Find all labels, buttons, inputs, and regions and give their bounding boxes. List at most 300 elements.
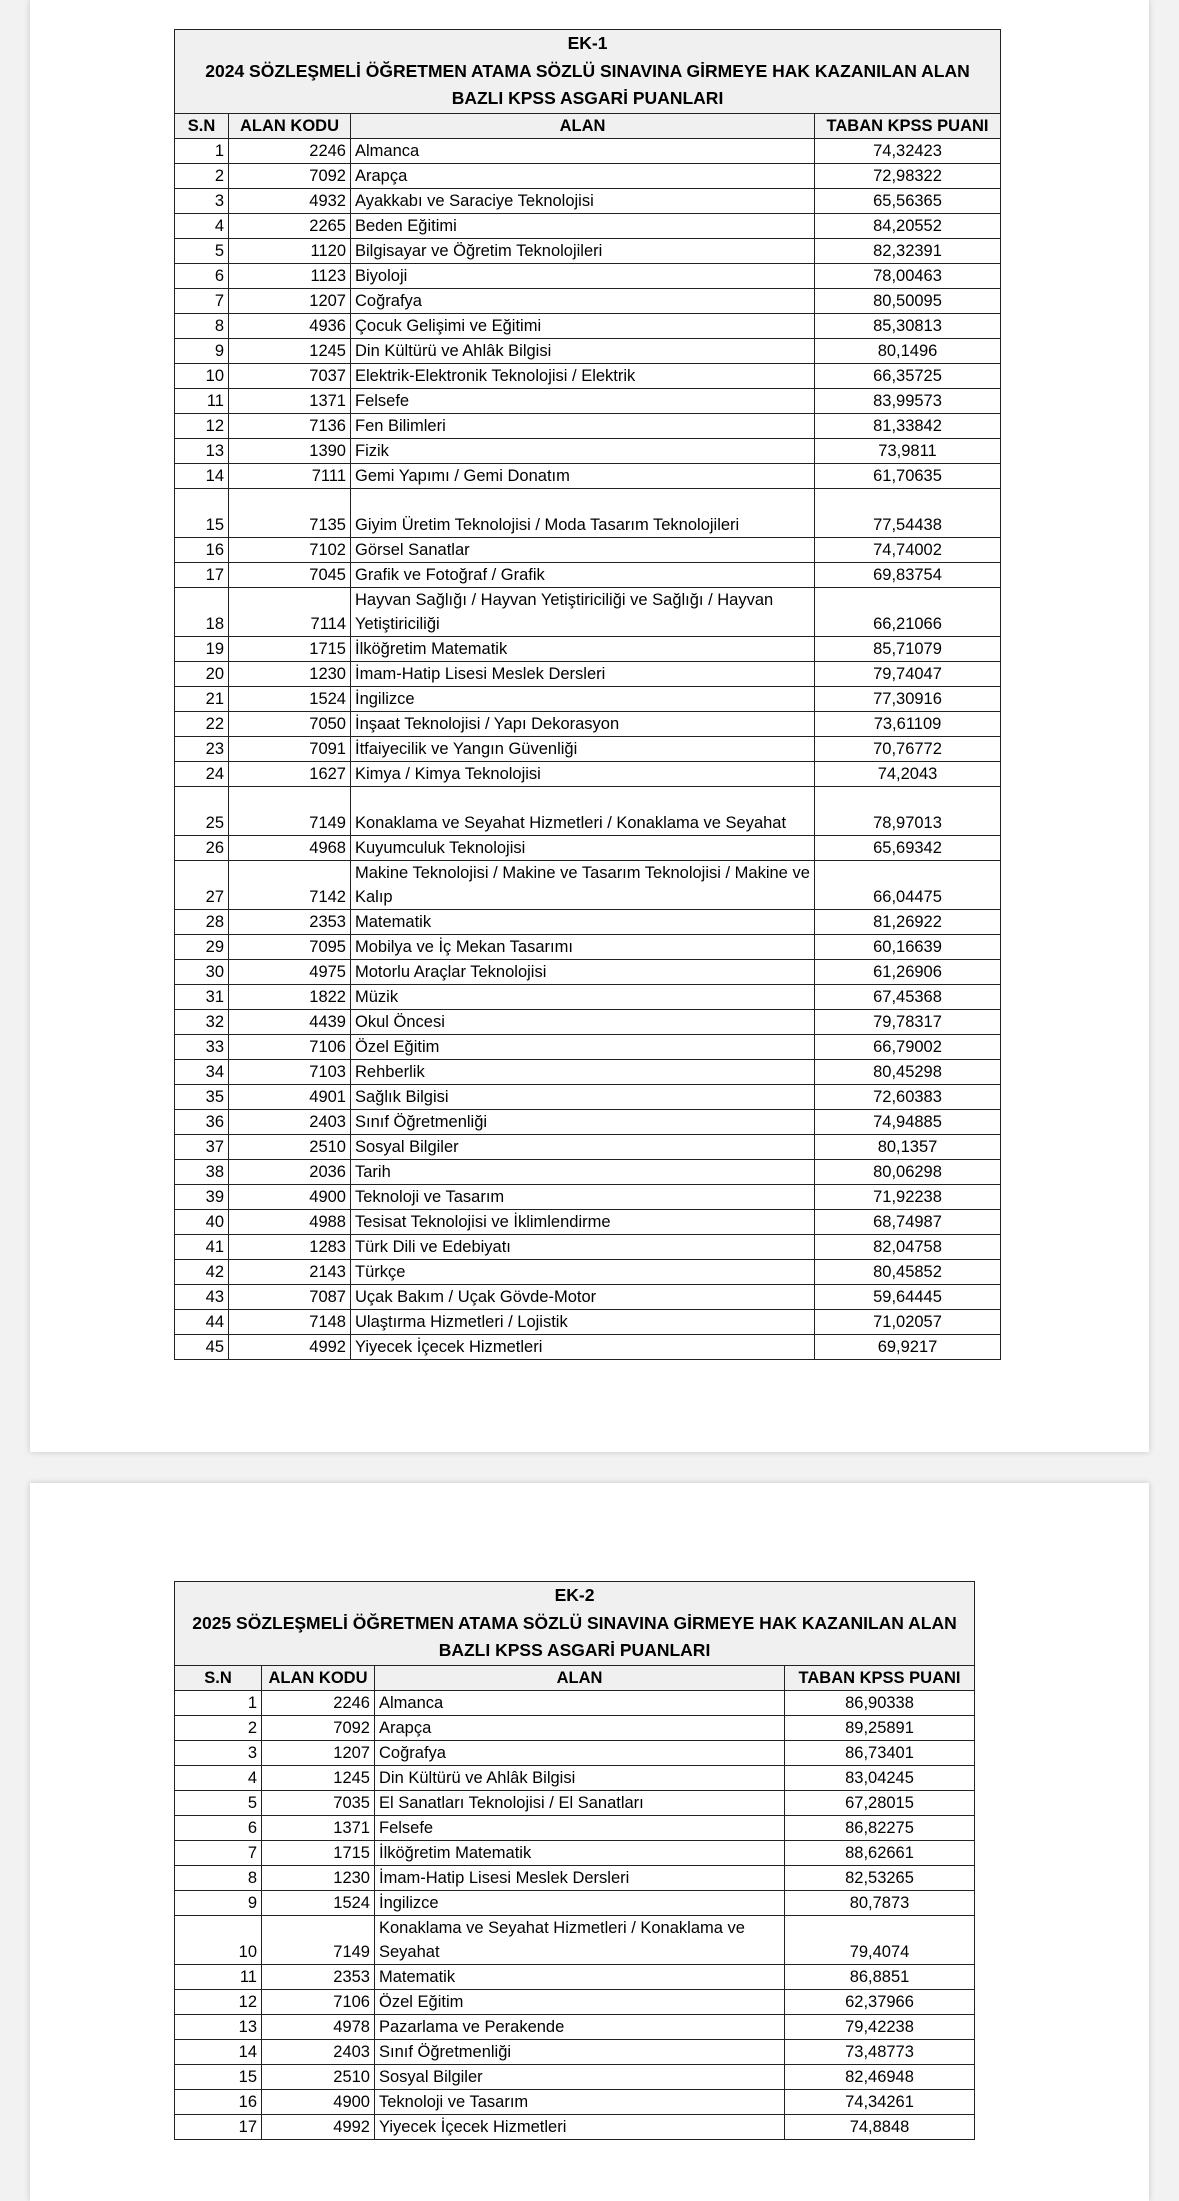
cell-sn: 2 (175, 163, 229, 188)
table-row (175, 438, 1001, 463)
cell-taban-puan: 66,21066 (815, 587, 1001, 636)
cell-sn: 8 (175, 1865, 262, 1890)
cell-sn: 39 (175, 1184, 229, 1209)
cell-sn: 1 (175, 1690, 262, 1715)
table-ek-2 (174, 1581, 975, 2140)
cell-sn: 10 (175, 1915, 262, 1964)
cell-alan-kodu: 1627 (229, 761, 351, 786)
cell-taban-puan: 74,32423 (815, 138, 1001, 163)
cell-sn: 21 (175, 686, 229, 711)
cell-taban-puan: 89,25891 (785, 1715, 975, 1740)
cell-taban-puan: 67,28015 (785, 1790, 975, 1815)
cell-sn: 32 (175, 1009, 229, 1034)
cell-sn: 14 (175, 2039, 262, 2064)
cell-taban-puan: 83,99573 (815, 388, 1001, 413)
cell-alan-kodu: 1230 (229, 661, 351, 686)
cell-taban-puan: 79,42238 (785, 2014, 975, 2039)
cell-alan-kodu: 1245 (262, 1765, 375, 1790)
cell-alan: Tesisat Teknolojisi ve İklimlendirme (351, 1209, 815, 1234)
cell-alan: Türkçe (351, 1259, 815, 1284)
table-row (175, 338, 1001, 363)
cell-alan-kodu: 7091 (229, 736, 351, 761)
cell-alan: Sosyal Bilgiler (375, 2064, 785, 2089)
table-row (175, 736, 1001, 761)
cell-alan-kodu: 7149 (262, 1915, 375, 1964)
table-row (175, 2114, 975, 2139)
cell-alan: Kimya / Kimya Teknolojisi (351, 761, 815, 786)
table-row (175, 1109, 1001, 1134)
cell-alan: El Sanatları Teknolojisi / El Sanatları (375, 1790, 785, 1815)
table-row (175, 1815, 975, 1840)
cell-alan: İmam-Hatip Lisesi Meslek Dersleri (375, 1865, 785, 1890)
table-row (175, 288, 1001, 313)
cell-taban-puan: 82,32391 (815, 238, 1001, 263)
cell-taban-puan: 72,98322 (815, 163, 1001, 188)
table-row (175, 1790, 975, 1815)
cell-sn: 41 (175, 1234, 229, 1259)
table-row (175, 934, 1001, 959)
cell-sn: 28 (175, 909, 229, 934)
cell-alan: Din Kültürü ve Ahlâk Bilgisi (351, 338, 815, 363)
cell-alan: İtfaiyecilik ve Yangın Güvenliği (351, 736, 815, 761)
cell-alan-kodu: 4992 (262, 2114, 375, 2139)
cell-alan-kodu: 7092 (262, 1715, 375, 1740)
cell-sn: 1 (175, 138, 229, 163)
cell-alan-kodu: 4978 (262, 2014, 375, 2039)
cell-sn: 9 (175, 1890, 262, 1915)
cell-sn: 17 (175, 562, 229, 587)
table-row (175, 163, 1001, 188)
cell-alan-kodu: 4932 (229, 188, 351, 213)
cell-alan-kodu: 7149 (229, 786, 351, 835)
cell-taban-puan: 83,04245 (785, 1765, 975, 1790)
cell-sn: 5 (175, 1790, 262, 1815)
cell-taban-puan: 86,8851 (785, 1964, 975, 1989)
cell-sn: 3 (175, 1740, 262, 1765)
cell-taban-puan: 61,70635 (815, 463, 1001, 488)
cell-alan-kodu: 1371 (262, 1815, 375, 1840)
cell-alan-kodu: 1207 (229, 288, 351, 313)
cell-sn: 42 (175, 1259, 229, 1284)
table-row (175, 238, 1001, 263)
table-row (175, 1309, 1001, 1334)
cell-taban-puan: 74,2043 (815, 761, 1001, 786)
cell-taban-puan: 82,46948 (785, 2064, 975, 2089)
table-row (175, 835, 1001, 860)
table-row (175, 138, 1001, 163)
header-taban-kpss-puani: TABAN KPSS PUANI (815, 113, 1001, 138)
table-title-line1: EK-1 (567, 33, 608, 53)
cell-sn: 31 (175, 984, 229, 1009)
cell-alan: Coğrafya (375, 1740, 785, 1765)
table-row (175, 1259, 1001, 1284)
cell-alan-kodu: 7087 (229, 1284, 351, 1309)
cell-alan-kodu: 1123 (229, 263, 351, 288)
cell-alan-kodu: 4936 (229, 313, 351, 338)
cell-alan: İngilizce (375, 1890, 785, 1915)
cell-taban-puan: 74,34261 (785, 2089, 975, 2114)
cell-taban-puan: 85,71079 (815, 636, 1001, 661)
cell-alan-kodu: 7135 (229, 488, 351, 537)
cell-alan-kodu: 7142 (229, 860, 351, 909)
table-row (175, 1840, 975, 1865)
cell-taban-puan: 82,53265 (785, 1865, 975, 1890)
cell-alan-kodu: 7095 (229, 934, 351, 959)
table-row (175, 1964, 975, 1989)
table-row (175, 1715, 975, 1740)
cell-sn: 13 (175, 438, 229, 463)
cell-sn: 15 (175, 2064, 262, 2089)
table-row (175, 2089, 975, 2114)
cell-alan: Teknoloji ve Tasarım (375, 2089, 785, 2114)
cell-alan: İlköğretim Matematik (375, 1840, 785, 1865)
header-sn: S.N (175, 1665, 262, 1690)
cell-alan: Bilgisayar ve Öğretim Teknolojileri (351, 238, 815, 263)
cell-taban-puan: 78,97013 (815, 786, 1001, 835)
cell-alan-kodu: 7106 (262, 1989, 375, 2014)
cell-alan-kodu: 4992 (229, 1334, 351, 1359)
cell-alan-kodu: 1715 (229, 636, 351, 661)
cell-alan-kodu: 1390 (229, 438, 351, 463)
cell-alan: Fizik (351, 438, 815, 463)
cell-alan: Sağlık Bilgisi (351, 1084, 815, 1109)
cell-alan: Teknoloji ve Tasarım (351, 1184, 815, 1209)
cell-alan-kodu: 2143 (229, 1259, 351, 1284)
table-row (175, 860, 1001, 909)
table-row (175, 2039, 975, 2064)
cell-taban-puan: 72,60383 (815, 1084, 1001, 1109)
cell-sn: 24 (175, 761, 229, 786)
table-row (175, 1989, 975, 2014)
cell-alan-kodu: 7103 (229, 1059, 351, 1084)
table-row (175, 587, 1001, 636)
cell-taban-puan: 68,74987 (815, 1209, 1001, 1234)
table-row (175, 1009, 1001, 1034)
cell-alan: Matematik (375, 1964, 785, 1989)
cell-sn: 19 (175, 636, 229, 661)
cell-sn: 16 (175, 2089, 262, 2114)
cell-taban-puan: 85,30813 (815, 313, 1001, 338)
cell-taban-puan: 88,62661 (785, 1840, 975, 1865)
table-row (175, 1740, 975, 1765)
table-row (175, 686, 1001, 711)
cell-alan: Kuyumculuk Teknolojisi (351, 835, 815, 860)
cell-alan-kodu: 7102 (229, 537, 351, 562)
cell-alan: Türk Dili ve Edebiyatı (351, 1234, 815, 1259)
cell-alan: İmam-Hatip Lisesi Meslek Dersleri (351, 661, 815, 686)
cell-sn: 25 (175, 786, 229, 835)
cell-alan: Fen Bilimleri (351, 413, 815, 438)
cell-alan: Makine Teknolojisi / Makine ve Tasarım Teknolojisi / Makine ve Kalıp (351, 860, 815, 909)
cell-alan: Almanca (375, 1690, 785, 1715)
cell-alan: Biyoloji (351, 263, 815, 288)
table-body (175, 1690, 975, 2139)
cell-alan: İnşaat Teknolojisi / Yapı Dekorasyon (351, 711, 815, 736)
header-alan: ALAN (375, 1665, 785, 1690)
cell-alan-kodu: 2265 (229, 213, 351, 238)
cell-sn: 29 (175, 934, 229, 959)
cell-alan: Din Kültürü ve Ahlâk Bilgisi (375, 1765, 785, 1790)
cell-alan: Beden Eğitimi (351, 213, 815, 238)
cell-alan: Sosyal Bilgiler (351, 1134, 815, 1159)
cell-taban-puan: 66,79002 (815, 1034, 1001, 1059)
cell-taban-puan: 67,45368 (815, 984, 1001, 1009)
cell-taban-puan: 86,73401 (785, 1740, 975, 1765)
table-title-line2: 2024 SÖZLEŞMELİ ÖĞRETMEN ATAMA SÖZLÜ SINAVINA GİRMEYE HAK KAZANILAN ALAN BAZLI KPSS ASGARİ PUANLARI (205, 60, 970, 108)
table-row (175, 1765, 975, 1790)
cell-sn: 37 (175, 1134, 229, 1159)
table-row (175, 1159, 1001, 1184)
cell-alan-kodu: 1524 (262, 1890, 375, 1915)
cell-sn: 38 (175, 1159, 229, 1184)
cell-sn: 13 (175, 2014, 262, 2039)
table-row (175, 213, 1001, 238)
cell-alan: Özel Eğitim (351, 1034, 815, 1059)
cell-alan: Konaklama ve Seyahat Hizmetleri / Konaklama ve Seyahat (375, 1915, 785, 1964)
table-row (175, 1084, 1001, 1109)
cell-alan: Motorlu Araçlar Teknolojisi (351, 959, 815, 984)
cell-alan-kodu: 7037 (229, 363, 351, 388)
table-row (175, 2064, 975, 2089)
cell-alan-kodu: 1715 (262, 1840, 375, 1865)
cell-alan: Elektrik-Elektronik Teknolojisi / Elektrik (351, 363, 815, 388)
cell-alan: Pazarlama ve Perakende (375, 2014, 785, 2039)
table-row (175, 1890, 975, 1915)
cell-alan-kodu: 2403 (229, 1109, 351, 1134)
cell-taban-puan: 60,16639 (815, 934, 1001, 959)
cell-alan: Gemi Yapımı / Gemi Donatım (351, 463, 815, 488)
cell-alan: Arapça (375, 1715, 785, 1740)
cell-sn: 4 (175, 213, 229, 238)
table-row (175, 537, 1001, 562)
table-title (175, 1582, 975, 1666)
cell-taban-puan: 71,92238 (815, 1184, 1001, 1209)
cell-taban-puan: 77,30916 (815, 686, 1001, 711)
cell-taban-puan: 69,9217 (815, 1334, 1001, 1359)
cell-sn: 17 (175, 2114, 262, 2139)
cell-taban-puan: 73,9811 (815, 438, 1001, 463)
table-row (175, 1209, 1001, 1234)
cell-alan: Almanca (351, 138, 815, 163)
table-title-line1: EK-2 (554, 1585, 595, 1605)
cell-taban-puan: 80,45852 (815, 1259, 1001, 1284)
cell-sn: 33 (175, 1034, 229, 1059)
cell-alan: Hayvan Sağlığı / Hayvan Yetiştiriciliği ve Sağlığı / Hayvan Yetiştiriciliği (351, 587, 815, 636)
cell-sn: 9 (175, 338, 229, 363)
cell-taban-puan: 86,90338 (785, 1690, 975, 1715)
cell-alan-kodu: 2036 (229, 1159, 351, 1184)
cell-sn: 15 (175, 488, 229, 537)
table-body (175, 138, 1001, 1359)
cell-alan-kodu: 2246 (229, 138, 351, 163)
cell-sn: 7 (175, 1840, 262, 1865)
table-row (175, 1865, 975, 1890)
table-row (175, 1915, 975, 1964)
header-taban-kpss-puani: TABAN KPSS PUANI (785, 1665, 975, 1690)
cell-alan: Görsel Sanatlar (351, 537, 815, 562)
cell-sn: 34 (175, 1059, 229, 1084)
cell-taban-puan: 80,50095 (815, 288, 1001, 313)
table-title (175, 30, 1001, 114)
cell-alan-kodu: 1207 (262, 1740, 375, 1765)
cell-taban-puan: 74,94885 (815, 1109, 1001, 1134)
cell-sn: 12 (175, 413, 229, 438)
cell-taban-puan: 86,82275 (785, 1815, 975, 1840)
cell-taban-puan: 73,61109 (815, 711, 1001, 736)
table-row (175, 984, 1001, 1009)
cell-taban-puan: 66,04475 (815, 860, 1001, 909)
table-row (175, 1134, 1001, 1159)
cell-sn: 43 (175, 1284, 229, 1309)
cell-alan-kodu: 2353 (229, 909, 351, 934)
cell-alan-kodu: 2510 (229, 1134, 351, 1159)
cell-sn: 11 (175, 388, 229, 413)
cell-alan-kodu: 2246 (262, 1690, 375, 1715)
table-row (175, 661, 1001, 686)
cell-alan-kodu: 1230 (262, 1865, 375, 1890)
cell-alan: Sınıf Öğretmenliği (375, 2039, 785, 2064)
table-row (175, 313, 1001, 338)
table-row (175, 1034, 1001, 1059)
cell-taban-puan: 62,37966 (785, 1989, 975, 2014)
table-row (175, 463, 1001, 488)
cell-alan-kodu: 7035 (262, 1790, 375, 1815)
cell-sn: 35 (175, 1084, 229, 1109)
cell-alan-kodu: 4900 (229, 1184, 351, 1209)
cell-alan-kodu: 4901 (229, 1084, 351, 1109)
cell-sn: 22 (175, 711, 229, 736)
cell-alan-kodu: 7148 (229, 1309, 351, 1334)
cell-alan: Rehberlik (351, 1059, 815, 1084)
cell-taban-puan: 80,45298 (815, 1059, 1001, 1084)
table-row (175, 1690, 975, 1715)
cell-alan: Yiyecek İçecek Hizmetleri (351, 1334, 815, 1359)
cell-taban-puan: 80,1357 (815, 1134, 1001, 1159)
cell-alan: Okul Öncesi (351, 1009, 815, 1034)
cell-taban-puan: 59,64445 (815, 1284, 1001, 1309)
cell-alan-kodu: 4975 (229, 959, 351, 984)
table-row (175, 1234, 1001, 1259)
table-row (175, 711, 1001, 736)
cell-alan: Tarih (351, 1159, 815, 1184)
cell-taban-puan: 69,83754 (815, 562, 1001, 587)
cell-alan: Felsefe (351, 388, 815, 413)
cell-alan: Grafik ve Fotoğraf / Grafik (351, 562, 815, 587)
cell-alan: İngilizce (351, 686, 815, 711)
cell-sn: 8 (175, 313, 229, 338)
table-ek-1 (174, 29, 1001, 1360)
cell-alan-kodu: 2353 (262, 1964, 375, 1989)
cell-alan-kodu: 4900 (262, 2089, 375, 2114)
table-row (175, 413, 1001, 438)
table-row (175, 263, 1001, 288)
cell-alan-kodu: 1120 (229, 238, 351, 263)
cell-sn: 6 (175, 1815, 262, 1840)
cell-taban-puan: 79,78317 (815, 1009, 1001, 1034)
cell-alan-kodu: 1245 (229, 338, 351, 363)
document-page-2 (30, 1483, 1149, 2201)
cell-taban-puan: 74,8848 (785, 2114, 975, 2139)
cell-sn: 11 (175, 1964, 262, 1989)
cell-alan: İlköğretim Matematik (351, 636, 815, 661)
cell-sn: 36 (175, 1109, 229, 1134)
table-row (175, 488, 1001, 537)
cell-sn: 16 (175, 537, 229, 562)
cell-sn: 5 (175, 238, 229, 263)
cell-sn: 20 (175, 661, 229, 686)
cell-sn: 44 (175, 1309, 229, 1334)
table-row (175, 1059, 1001, 1084)
cell-alan: Matematik (351, 909, 815, 934)
cell-alan-kodu: 1371 (229, 388, 351, 413)
cell-alan: Giyim Üretim Teknolojisi / Moda Tasarım Teknolojileri (351, 488, 815, 537)
cell-sn: 2 (175, 1715, 262, 1740)
cell-alan: Müzik (351, 984, 815, 1009)
cell-taban-puan: 66,35725 (815, 363, 1001, 388)
table-row (175, 562, 1001, 587)
cell-taban-puan: 77,54438 (815, 488, 1001, 537)
cell-alan-kodu: 1283 (229, 1234, 351, 1259)
cell-alan: Ayakkabı ve Saraciye Teknolojisi (351, 188, 815, 213)
table-row (175, 761, 1001, 786)
table-row (175, 1334, 1001, 1359)
cell-sn: 12 (175, 1989, 262, 2014)
cell-alan-kodu: 7092 (229, 163, 351, 188)
cell-alan: Mobilya ve İç Mekan Tasarımı (351, 934, 815, 959)
cell-sn: 7 (175, 288, 229, 313)
cell-taban-puan: 70,76772 (815, 736, 1001, 761)
cell-taban-puan: 71,02057 (815, 1309, 1001, 1334)
cell-taban-puan: 80,06298 (815, 1159, 1001, 1184)
header-sn: S.N (175, 113, 229, 138)
cell-sn: 18 (175, 587, 229, 636)
cell-alan-kodu: 2403 (262, 2039, 375, 2064)
cell-taban-puan: 78,00463 (815, 263, 1001, 288)
table-row (175, 786, 1001, 835)
cell-sn: 26 (175, 835, 229, 860)
cell-alan-kodu: 2510 (262, 2064, 375, 2089)
cell-alan-kodu: 1524 (229, 686, 351, 711)
cell-taban-puan: 73,48773 (785, 2039, 975, 2064)
table-row (175, 1284, 1001, 1309)
document-page-1 (30, 0, 1149, 1452)
cell-alan-kodu: 7106 (229, 1034, 351, 1059)
cell-alan: Konaklama ve Seyahat Hizmetleri / Konaklama ve Seyahat (351, 786, 815, 835)
cell-sn: 4 (175, 1765, 262, 1790)
table-row (175, 388, 1001, 413)
cell-alan: Ulaştırma Hizmetleri / Lojistik (351, 1309, 815, 1334)
cell-sn: 27 (175, 860, 229, 909)
cell-taban-puan: 65,69342 (815, 835, 1001, 860)
cell-alan-kodu: 7045 (229, 562, 351, 587)
table-row (175, 909, 1001, 934)
cell-alan: Yiyecek İçecek Hizmetleri (375, 2114, 785, 2139)
cell-alan-kodu: 1822 (229, 984, 351, 1009)
cell-taban-puan: 81,33842 (815, 413, 1001, 438)
cell-alan: Arapça (351, 163, 815, 188)
cell-taban-puan: 79,4074 (785, 1915, 975, 1964)
cell-alan-kodu: 4988 (229, 1209, 351, 1234)
cell-alan-kodu: 7050 (229, 711, 351, 736)
cell-alan: Özel Eğitim (375, 1989, 785, 2014)
cell-alan: Uçak Bakım / Uçak Gövde-Motor (351, 1284, 815, 1309)
cell-alan-kodu: 7114 (229, 587, 351, 636)
cell-sn: 14 (175, 463, 229, 488)
cell-alan-kodu: 4968 (229, 835, 351, 860)
cell-taban-puan: 82,04758 (815, 1234, 1001, 1259)
cell-taban-puan: 81,26922 (815, 909, 1001, 934)
cell-sn: 10 (175, 363, 229, 388)
